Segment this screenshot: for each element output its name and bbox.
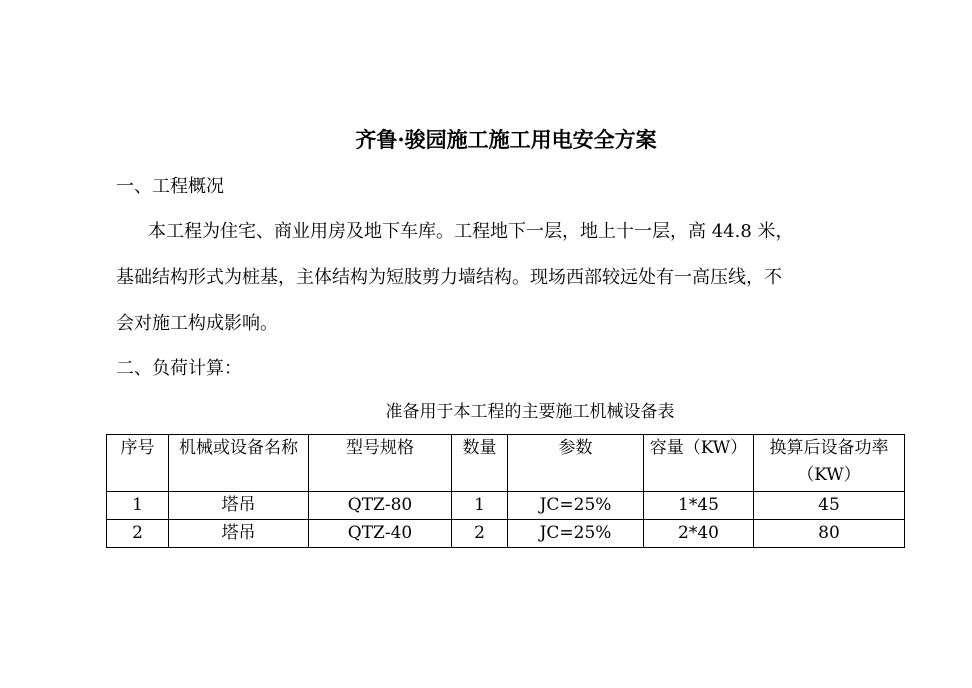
cell-quantity: 2 bbox=[452, 520, 508, 548]
overview-line-3: 会对施工构成影响。 bbox=[116, 313, 278, 334]
table-row bbox=[107, 520, 905, 548]
header-serial-number: 序号 bbox=[107, 435, 169, 492]
cell-parameters: JC=25% bbox=[508, 492, 644, 520]
header-model-spec: 型号规格 bbox=[309, 435, 452, 492]
header-equipment-name: 机械或设备名称 bbox=[169, 435, 309, 492]
cell-parameters: JC=25% bbox=[508, 520, 644, 548]
table-caption: 准备用于本工程的主要施工机械设备表 bbox=[385, 402, 675, 422]
cell-equipment-name: 塔吊 bbox=[169, 520, 309, 548]
table-row bbox=[107, 492, 905, 520]
table-header-row bbox=[107, 435, 905, 492]
overview-line-1: 本工程为住宅、商业用房及地下车库。工程地下一层，地上十一层，高 44.8 米， bbox=[148, 221, 794, 242]
document-title: 齐鲁·骏园施工施工用电安全方案 bbox=[355, 127, 657, 152]
header-converted-power: 换算后设备功率（KW） bbox=[754, 435, 905, 492]
cell-converted-power: 80 bbox=[754, 520, 905, 548]
section-heading-load-calculation: 二、负荷计算： bbox=[116, 358, 242, 379]
cell-serial-number: 1 bbox=[107, 492, 169, 520]
cell-quantity: 1 bbox=[452, 492, 508, 520]
header-capacity: 容量（KW） bbox=[644, 435, 754, 492]
cell-serial-number: 2 bbox=[107, 520, 169, 548]
cell-converted-power: 45 bbox=[754, 492, 905, 520]
cell-equipment-name: 塔吊 bbox=[169, 492, 309, 520]
header-parameters: 参数 bbox=[508, 435, 644, 492]
cell-model-spec: QTZ-40 bbox=[309, 520, 452, 548]
overview-line-2: 基础结构形式为桩基，主体结构为短肢剪力墙结构。现场西部较远处有一高压线，不 bbox=[116, 267, 782, 288]
equipment-table bbox=[106, 434, 905, 548]
cell-capacity: 2*40 bbox=[644, 520, 754, 548]
header-quantity: 数量 bbox=[452, 435, 508, 492]
cell-model-spec: QTZ-80 bbox=[309, 492, 452, 520]
section-heading-overview: 一、工程概况 bbox=[116, 176, 224, 197]
cell-capacity: 1*45 bbox=[644, 492, 754, 520]
